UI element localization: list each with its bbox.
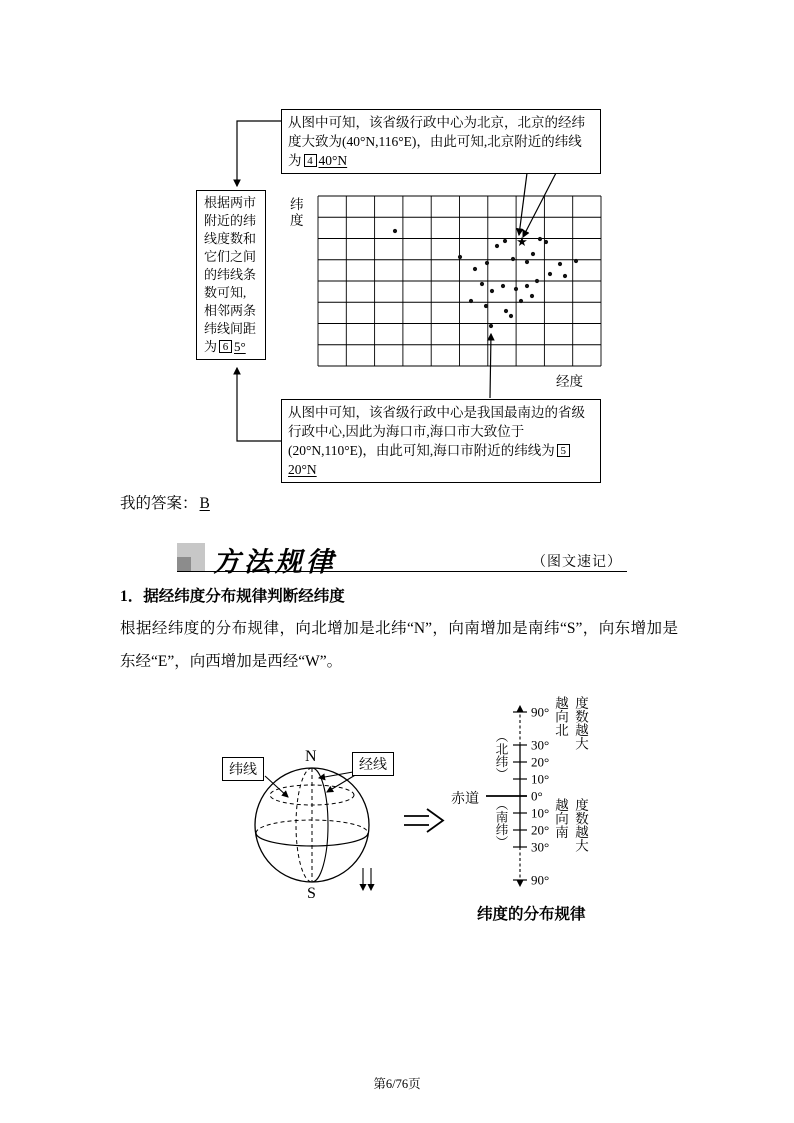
svg-text:90°: 90°	[531, 872, 550, 888]
badge-4: 4	[304, 154, 317, 167]
latitude-line-label: 纬线	[222, 757, 264, 781]
connector-top-to-left	[237, 121, 281, 186]
longitude-line-label: 经线	[352, 752, 394, 776]
callout-spacing-value: 5°	[234, 339, 246, 354]
scale-caption: 纬度的分布规律	[477, 906, 586, 923]
note-south	[551, 798, 589, 852]
globe-south-label: S	[307, 885, 316, 902]
svg-text:10°: 10°	[531, 771, 550, 787]
callout-beijing-value: 40°N	[318, 153, 348, 168]
svg-text:0°: 0°	[531, 788, 543, 804]
note-south-col1: 越向南	[553, 798, 568, 839]
section-icon	[177, 543, 205, 571]
method-paragraph: 根据经纬度的分布规律，向北增加是北纬“N”，向南增加是南纬“S”，向东增加是东经“E”，向西增加是西经“W”。	[120, 620, 678, 670]
section-tag: （图文速记）	[532, 555, 622, 570]
callout-haikou-text: 从图中可知，该省级行政中心是我国最南边的省级行政中心,因此为海口市,海口市大致位于(20°N,110°E)，由此可知,海口市附近的纬线为	[288, 405, 585, 458]
connector-bottom-to-left	[237, 368, 281, 441]
callout-spacing	[196, 190, 266, 360]
arrow-haikou	[490, 334, 491, 398]
globe-north-label: N	[305, 748, 317, 765]
callout-haikou	[281, 399, 601, 483]
city-dots	[393, 229, 578, 328]
note-south-col2: 度数越大	[573, 798, 588, 852]
note-north-col1: 越向北	[553, 696, 568, 737]
badge-6: 6	[219, 340, 232, 353]
svg-text:20°: 20°	[531, 822, 550, 838]
beijing-star-marker: ★	[516, 235, 528, 250]
svg-text:20°: 20°	[531, 754, 550, 770]
equator-label: 赤道	[451, 792, 479, 807]
page-number: 第6/76页	[373, 1077, 421, 1091]
note-north-col2: 度数越大	[573, 696, 588, 750]
svg-text:30°: 30°	[531, 737, 550, 753]
arrow-beijing-2	[523, 173, 556, 237]
callout-beijing-text: 从图中可知，该省级行政中心为北京，北京的经纬度大致为(40°N,116°E)，由此可知,北京附近的纬线为	[288, 115, 585, 168]
method-heading: 1．据经纬度分布规律判断经纬度	[120, 588, 345, 605]
my-answer-value: B	[199, 495, 210, 512]
south-latitude-bracket: （南纬）	[494, 798, 508, 848]
arrow-latitude-label	[265, 776, 288, 797]
north-latitude-bracket: （北纬）	[494, 730, 508, 780]
callout-spacing-text: 根据两市附近的纬线度数和它们之间的纬线条数可知,相邻两条纬线间距为	[204, 195, 257, 354]
badge-5: 5	[557, 444, 570, 457]
my-answer	[120, 491, 212, 513]
my-answer-label: 我的答案：	[120, 495, 198, 512]
svg-text:30°: 30°	[531, 839, 550, 855]
note-north	[551, 696, 589, 750]
section-divider	[177, 571, 627, 572]
callout-beijing	[281, 109, 601, 174]
latitude-circle	[270, 785, 354, 805]
grid-lines	[318, 196, 601, 366]
chart-ylabel: 纬度	[290, 197, 304, 228]
svg-text:90°: 90°	[531, 704, 550, 720]
chart-xlabel: 经度	[556, 374, 583, 389]
callout-haikou-value: 20°N	[288, 462, 317, 477]
svg-text:10°: 10°	[531, 805, 550, 821]
section-title: 方法规律	[213, 547, 337, 577]
arrow-beijing-1	[519, 173, 527, 235]
